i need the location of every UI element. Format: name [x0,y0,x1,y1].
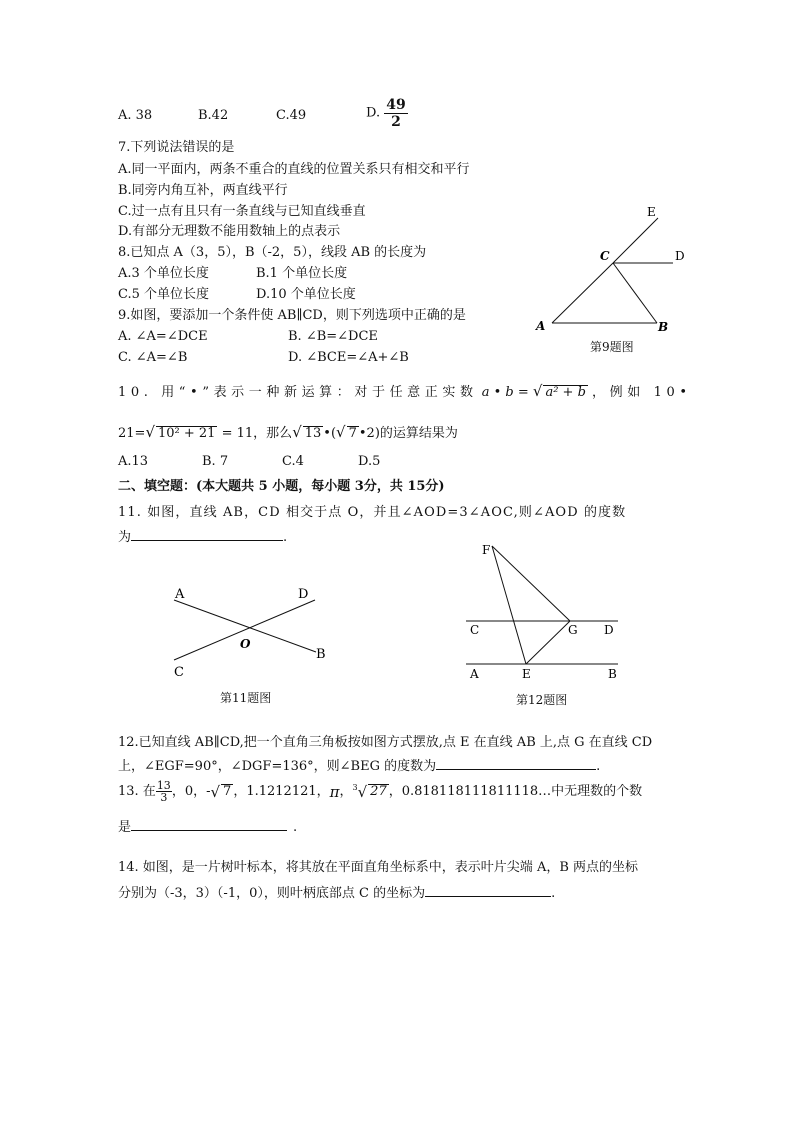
q10-example-result: = 11 [221,426,254,441]
q7-option-a: A.同一平面内，两条不重合的直线的位置关系只有相交和平行 [118,162,470,177]
q13-line2 [118,817,297,836]
q14-line2-end: . [551,886,556,901]
q11-line1: 11. 如图，直线 AB，CD 相交于点 O，并且∠AOD=3∠AOC,则∠AOD 的度数 [118,505,627,520]
sqrt-icon: √ [292,423,302,441]
q13-fraction-denominator: 3 [160,791,168,805]
q11-line2 [118,527,287,546]
q8-option-b: B.1 个单位长度 [256,266,348,281]
section2-title: 二、填空题：(本大题共 5 小题，每小题 3分，共 15分) [118,479,445,494]
q13-pi: π [329,782,340,801]
q9-stem: 9.如图，要添加一个条件使 AB∥CD，则下列选项中正确的是 [118,308,466,323]
q11-label-o: O [240,637,251,651]
q6-option-c: C.49 [276,108,307,123]
q13-sep1: ，0，- [171,783,211,799]
q12-line-eg [526,621,570,664]
q12-line-fg [492,546,570,621]
q6-option-d-label: D. [366,105,381,121]
q9-option-b: B. ∠B=∠DCE [288,329,378,344]
q12-line1: 12.已知直线 AB∥CD,把一个直角三角板按如图方式摆放,点 E 在直线 AB 上,点 G 在直线 CD [118,735,653,750]
q13-sep3: ， [339,783,353,799]
q9-line-ce [613,218,658,263]
cube-root-icon: √ [357,782,368,801]
q12-label-d: D [604,623,614,637]
sqrt-icon: √ [145,423,155,441]
q10-line1-tail: ，例如 10• [592,385,692,400]
q13-sep4: ，0.818118111811118…中无理数的个数 [388,783,643,799]
q9-option-c: C. ∠A=∠B [118,350,188,365]
q6-option-b: B.42 [198,108,229,123]
q10-option-a: A.13 [118,454,149,469]
q13-line1 [118,780,642,803]
q9-figure-caption: 第9题图 [590,340,634,354]
q12-label-e: E [522,667,531,681]
q8-option-d: D.10 个单位长度 [256,287,356,302]
q13-line2-end: . [293,820,298,835]
q10-option-b: B. 7 [202,454,229,469]
q11-answer-blank[interactable] [131,527,283,541]
q10-line2 [118,424,458,442]
q7-option-c: C.过一点有且只有一条直线与已知直线垂直 [118,204,366,219]
q12-line2 [118,756,600,775]
q11-line2-end: . [283,530,288,545]
q6-option-d [366,98,408,129]
q12-line2-text: 上，∠EGF=90°，∠DGF=136°，则∠BEG 的度数为 [118,759,437,774]
q9-label-a: A [536,319,546,333]
q10-question-radicand-1: 13 [304,426,322,441]
q10-question-radicand-2: 7 [348,426,357,441]
q6-option-d-numerator: 49 [386,97,406,113]
q8-stem: 8.已知点 A（3，5），B（-2，5），线段 AB 的长度为 [118,245,427,260]
q12-figure-caption: 第12题图 [516,693,568,707]
q11-label-a: A [175,587,185,602]
q8-option-c: C.5 个单位长度 [118,287,210,302]
q10-option-d: D.5 [358,454,381,469]
q10-line1 [118,383,692,401]
q13-radicand-2: 27 [370,784,387,800]
q14-answer-blank[interactable] [425,883,551,897]
q7-option-b: B.同旁内角互补，两直线平行 [118,183,288,198]
q9-line-ac [552,263,613,323]
q10-line2-start: 21= [118,426,146,441]
q10-formula-radicand: a² + b [545,385,586,400]
q10-option-c: C.4 [282,454,304,469]
q11-line-cd [174,600,315,660]
q12-answer-blank[interactable] [436,756,596,770]
q10-line2-mid: ，那么 [253,426,293,441]
q9-label-e: E [647,205,656,219]
q11-label-c: C [174,665,184,680]
q11-line2-text: 为 [118,530,132,545]
q12-label-g: G [568,623,578,637]
q12-label-b: B [608,667,617,681]
q6-option-d-fraction [384,98,407,129]
q13-radicand-1: 7 [223,784,232,800]
q10-formula-lhs: a • b = [481,385,529,400]
q14-line1: 14. 如图，是一片树叶标本，将其放在平面直角坐标系中，表示叶片尖端 A，B 两点的坐标 [118,860,639,875]
q14-line2 [118,883,555,902]
q7-stem: 7.下列说法错误的是 [118,140,235,155]
q9-label-c: C [600,249,610,263]
q10-line2-end: 的运算结果为 [379,426,458,441]
q12-label-c: C [470,623,480,637]
q12-line-fe [492,546,526,664]
q13-fraction [156,780,172,803]
q12-line2-end: . [596,759,601,774]
q13-cube-index: 3 [352,783,358,792]
q11-label-b: B [316,647,326,662]
q9-line-cb [613,263,657,323]
q13-fraction-numerator: 13 [156,779,171,793]
q13-line2-text: 是 [118,820,132,835]
q13-sep2: ，1.1212121， [233,783,330,799]
q9-label-d: D [675,249,685,263]
q10-question-tail: •2) [358,426,380,441]
q9-option-a: A. ∠A=∠DCE [118,329,208,344]
q11-figure-caption: 第11题图 [220,691,272,705]
q11-figure [160,580,340,680]
q12-label-f: F [482,543,491,557]
q11-label-d: D [298,587,309,602]
q7-option-d: D.有部分无理数不能用数轴上的点表示 [118,224,341,239]
q12-figure [460,538,630,688]
q14-line2-text: 分别为（-3，3）（-1，0），则叶柄底部点 C 的坐标为 [118,886,426,901]
q8-option-a: A.3 个单位长度 [118,266,209,281]
q10-example-radicand: 10² + 21 [158,426,216,441]
sqrt-icon: √ [532,382,543,400]
sqrt-icon: √ [210,782,221,801]
q9-option-d: D. ∠BCE=∠A+∠B [288,350,409,365]
q10-line1-text: 10. 用“•”表示一种新运算：对于任意正实数 [118,385,478,400]
q10-question-operator: •( [323,426,337,441]
q6-option-d-denominator: 2 [391,114,401,130]
sqrt-icon: √ [336,423,346,441]
q13-answer-blank[interactable] [131,817,287,831]
q13-start: 13. 在 [118,783,156,799]
q6-option-a: A. 38 [118,108,153,123]
q9-figure [530,200,700,360]
q12-label-a: A [470,667,479,681]
q9-label-b: B [658,320,669,334]
